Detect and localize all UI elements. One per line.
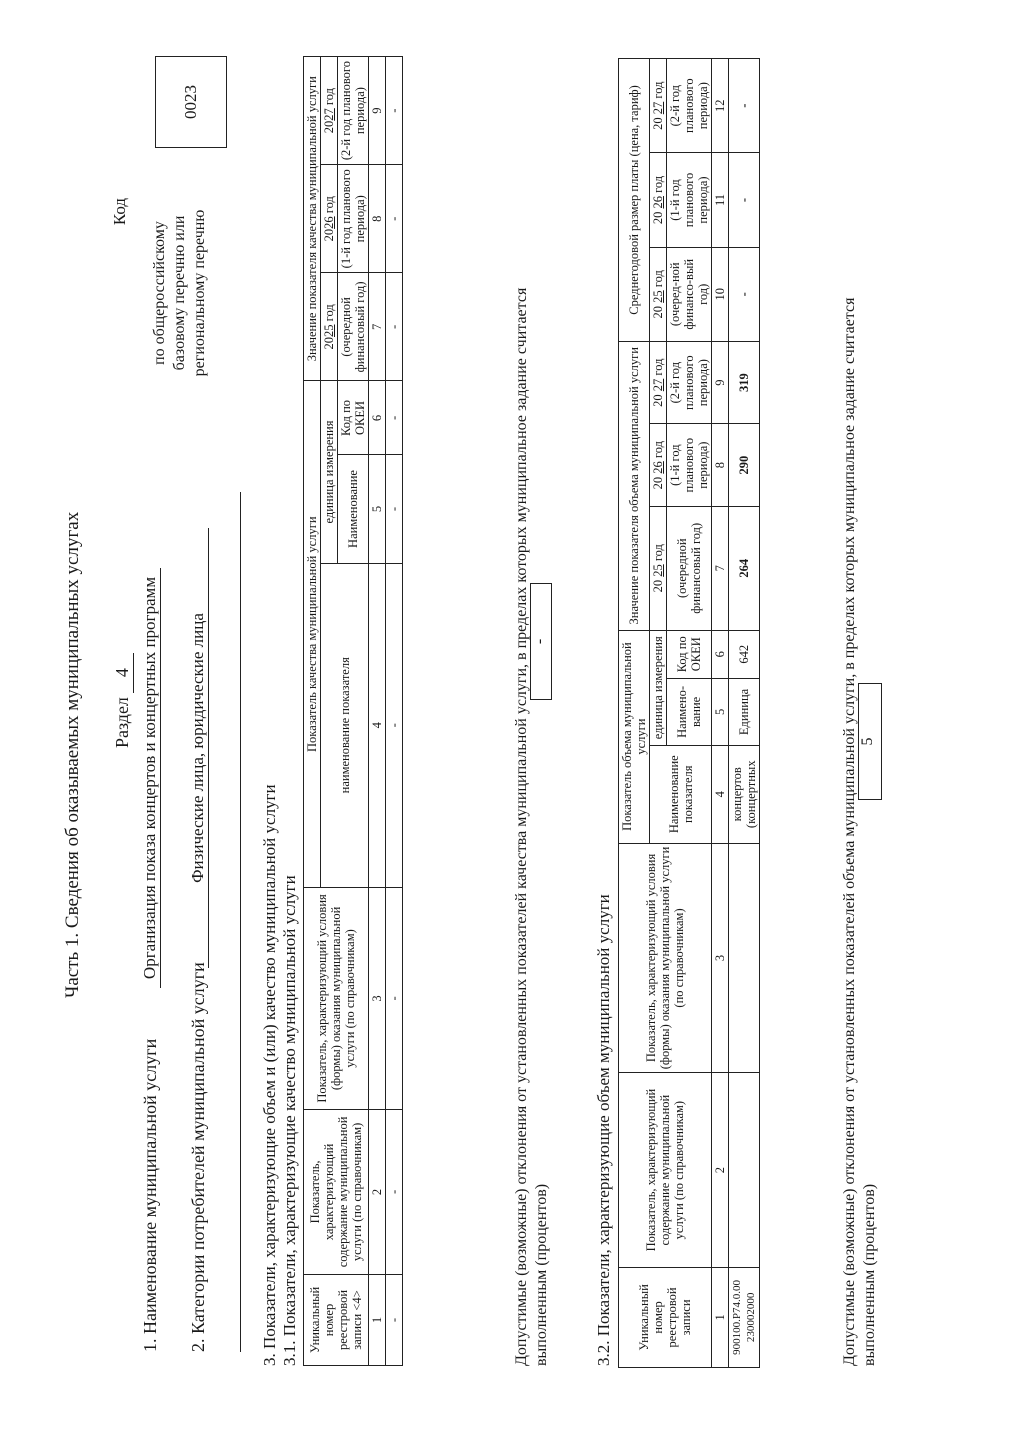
year-yy: 26 bbox=[651, 461, 665, 474]
consumer-category-label: 2. Категории потребителей муниципальной услуги bbox=[188, 962, 208, 1352]
cell-price-3: - bbox=[729, 59, 760, 153]
cell-value-2: 290 bbox=[729, 424, 760, 506]
kod-description bbox=[150, 178, 210, 408]
year-suffix: год bbox=[651, 440, 665, 459]
cell-name: концертов (концертных bbox=[729, 745, 760, 843]
th-pyear-3 bbox=[650, 59, 667, 153]
th-year-1-note: (очередной финансовый год) bbox=[338, 273, 369, 381]
th-okei: Код по ОКЕИ bbox=[667, 630, 712, 678]
quality-deviation-text: Допустимые (возможные) отклонения от установленных показателей качества муниципальной услуги, в пределах которых муниципальное задание считается выполненным (процентов) bbox=[513, 287, 550, 1366]
year-suffix: год bbox=[651, 358, 665, 376]
th-unit: единица измерения bbox=[650, 630, 667, 745]
razdel-number: 4 bbox=[112, 653, 134, 693]
year-prefix: 20 bbox=[322, 337, 336, 350]
volume-deviation-value: 5 bbox=[858, 683, 882, 800]
col-num: 2 bbox=[369, 1109, 386, 1274]
year-suffix: год bbox=[322, 88, 336, 106]
cell-conditions bbox=[729, 843, 760, 1073]
year-yy: 26 bbox=[651, 196, 665, 209]
th-conditions: Показатель, характеризующий условия (формы) оказания муниципальной услуги (по справочникам) bbox=[619, 843, 712, 1073]
th-unit-name: Наимено-вание bbox=[667, 678, 712, 745]
col-num: 10 bbox=[712, 247, 729, 341]
kod-label: Код bbox=[110, 198, 129, 226]
razdel-line bbox=[112, 653, 134, 748]
th-pyear-3-note: (2-й год планового периода) bbox=[667, 59, 712, 153]
th-vyear-3 bbox=[650, 341, 667, 423]
col-num: 5 bbox=[369, 455, 386, 563]
th-volume: Показатель объема муниципальной услуги bbox=[619, 630, 650, 843]
cell: - bbox=[386, 273, 403, 381]
year-suffix: год bbox=[651, 270, 665, 288]
col-num: 3 bbox=[369, 887, 386, 1109]
cell-okei: 642 bbox=[729, 630, 760, 678]
consumer-category-value: Физические лица, юридические лица bbox=[188, 528, 209, 968]
year-yy: 25 bbox=[651, 564, 665, 577]
year-prefix: 20 bbox=[322, 120, 336, 134]
th-unique: Уникальный номер реестровой записи bbox=[619, 1267, 712, 1367]
cell: - bbox=[386, 57, 403, 165]
service-name-value: Организация показа концертов и концертных программ bbox=[140, 568, 161, 988]
year-suffix: год bbox=[651, 81, 665, 99]
kod-desc-line: региональному перечню bbox=[191, 209, 208, 377]
year-suffix: год bbox=[322, 304, 336, 322]
th-vyear-2-note: (1-й год планового периода) bbox=[667, 424, 712, 506]
col-num: 8 bbox=[369, 165, 386, 273]
th-content: Показатель, характеризующий содержание муниципальной услуги (по справочникам) bbox=[304, 1109, 369, 1274]
col-num: 8 bbox=[712, 424, 729, 506]
col-num: 9 bbox=[369, 57, 386, 165]
service-name-label: 1. Наименование муниципальной услуги bbox=[140, 1038, 160, 1352]
section3-label: 3. Показатели, характеризующие объем и (или) качество муниципальной услуги bbox=[260, 784, 279, 1366]
volume-table bbox=[618, 58, 760, 1368]
year-yy: 27 bbox=[651, 378, 665, 392]
cell: - bbox=[386, 165, 403, 273]
year-prefix: 20 bbox=[651, 211, 665, 225]
column-number-row bbox=[712, 59, 729, 1368]
cell-unit: Единица bbox=[729, 678, 760, 745]
col-num: 6 bbox=[712, 630, 729, 678]
col-num: 11 bbox=[712, 153, 729, 247]
col-num: 6 bbox=[369, 381, 386, 455]
th-unit: единица измерения bbox=[321, 381, 338, 563]
year-prefix: 20 bbox=[651, 117, 665, 130]
year-yy: 27 bbox=[322, 108, 336, 121]
th-vyear-2 bbox=[650, 424, 667, 506]
cell: - bbox=[386, 1274, 403, 1365]
column-number-row bbox=[369, 57, 386, 1366]
year-prefix: 20 bbox=[651, 579, 665, 593]
th-pyear-2-note: (1-й год планового периода) bbox=[667, 153, 712, 247]
section31-label: 3.1. Показатели, характеризующие качество муниципальной услуги bbox=[280, 875, 299, 1366]
year-prefix: 20 bbox=[651, 305, 665, 319]
year-suffix: год bbox=[322, 196, 336, 214]
th-year-2 bbox=[321, 165, 338, 273]
quality-deviation-value: - bbox=[530, 583, 552, 700]
divider-line bbox=[240, 492, 241, 1352]
col-num: 7 bbox=[369, 273, 386, 381]
kod-desc-line: по общероссийскому bbox=[151, 221, 168, 365]
th-vyear-1 bbox=[650, 506, 667, 630]
year-prefix: 20 bbox=[651, 394, 665, 407]
kod-value-box: 0023 bbox=[155, 56, 227, 148]
year-yy: 25 bbox=[651, 290, 665, 303]
page-title: Часть 1. Сведения об оказываемых муниципальных услугах bbox=[62, 511, 83, 998]
th-indicator-name: Наименование показателя bbox=[650, 745, 712, 843]
cell: - bbox=[386, 381, 403, 455]
razdel-label: Раздел bbox=[112, 697, 132, 748]
cell-content bbox=[729, 1073, 760, 1267]
col-num: 1 bbox=[369, 1274, 386, 1365]
col-num: 1 bbox=[712, 1267, 729, 1367]
year-suffix: год bbox=[651, 544, 665, 562]
quality-table bbox=[303, 56, 403, 1366]
year-suffix: год bbox=[651, 175, 665, 193]
col-num: 2 bbox=[712, 1073, 729, 1267]
cell: - bbox=[386, 887, 403, 1109]
th-value: Значение показателя объема муниципальной услуги bbox=[619, 341, 650, 630]
th-quality: Показатель качества муниципальной услуги bbox=[304, 381, 321, 888]
th-year-3-note: (2-й год планового периода) bbox=[338, 57, 369, 165]
volume-deviation-text: Допустимые (возможные) отклонения от установленных показателей объема муниципальной услуги, в пределах которых муниципальное задание считается выполненным (процентов) bbox=[841, 297, 878, 1366]
th-value: Значение показателя качества муниципальной услуги bbox=[304, 57, 321, 381]
section32-label: 3.2. Показатели, характеризующие объем муниципальной услуги bbox=[594, 894, 613, 1366]
th-year-2-note: (1-й год планового периода) bbox=[338, 165, 369, 273]
col-num: 9 bbox=[712, 341, 729, 423]
col-num: 4 bbox=[712, 745, 729, 843]
year-prefix: 20 bbox=[651, 476, 665, 490]
th-unit-name: Наименование bbox=[338, 455, 369, 563]
col-num: 7 bbox=[712, 506, 729, 630]
th-okei: Код по ОКЕИ bbox=[338, 381, 369, 455]
th-pyear-1-note: (очеред-ной финансо-вый год) bbox=[667, 247, 712, 341]
th-vyear-1-note: (очередной финансовый год) bbox=[667, 506, 712, 630]
cell-unique: 900100.Р74.0.00 230002000 bbox=[729, 1267, 760, 1367]
table-row bbox=[729, 59, 760, 1368]
cell-value-3: 319 bbox=[729, 341, 760, 423]
col-num: 4 bbox=[369, 563, 386, 887]
year-yy: 26 bbox=[322, 216, 336, 229]
th-content: Показатель, характеризующий содержание муниципальной услуги (по справочникам) bbox=[619, 1073, 712, 1267]
year-prefix: 20 bbox=[322, 228, 336, 242]
th-vyear-3-note: (2-й год планового периода) bbox=[667, 341, 712, 423]
year-yy: 25 bbox=[322, 324, 336, 337]
cell: - bbox=[386, 455, 403, 563]
col-num: 5 bbox=[712, 678, 729, 745]
cell: - bbox=[386, 1109, 403, 1274]
th-conditions: Показатель, характеризующий условия (формы) оказания муниципальной услуги (по справочникам) bbox=[304, 887, 369, 1109]
th-pyear-2 bbox=[650, 153, 667, 247]
cell-price-1: - bbox=[729, 247, 760, 341]
th-indicator-name: наименование показателя bbox=[321, 563, 369, 887]
th-year-3 bbox=[321, 57, 338, 165]
th-year-1 bbox=[321, 273, 338, 381]
kod-desc-line: базовому перечню или bbox=[171, 215, 188, 371]
col-num: 12 bbox=[712, 59, 729, 153]
th-unique: Уникальный номер реестровой записи <4> bbox=[304, 1274, 369, 1365]
th-price: Среднегодовой размер платы (цена, тариф) bbox=[619, 59, 650, 342]
table-row bbox=[386, 57, 403, 1366]
year-yy: 27 bbox=[651, 101, 665, 115]
cell: - bbox=[386, 563, 403, 887]
th-pyear-1 bbox=[650, 247, 667, 341]
cell-price-2: - bbox=[729, 153, 760, 247]
col-num: 3 bbox=[712, 843, 729, 1073]
cell-value-1: 264 bbox=[729, 506, 760, 630]
